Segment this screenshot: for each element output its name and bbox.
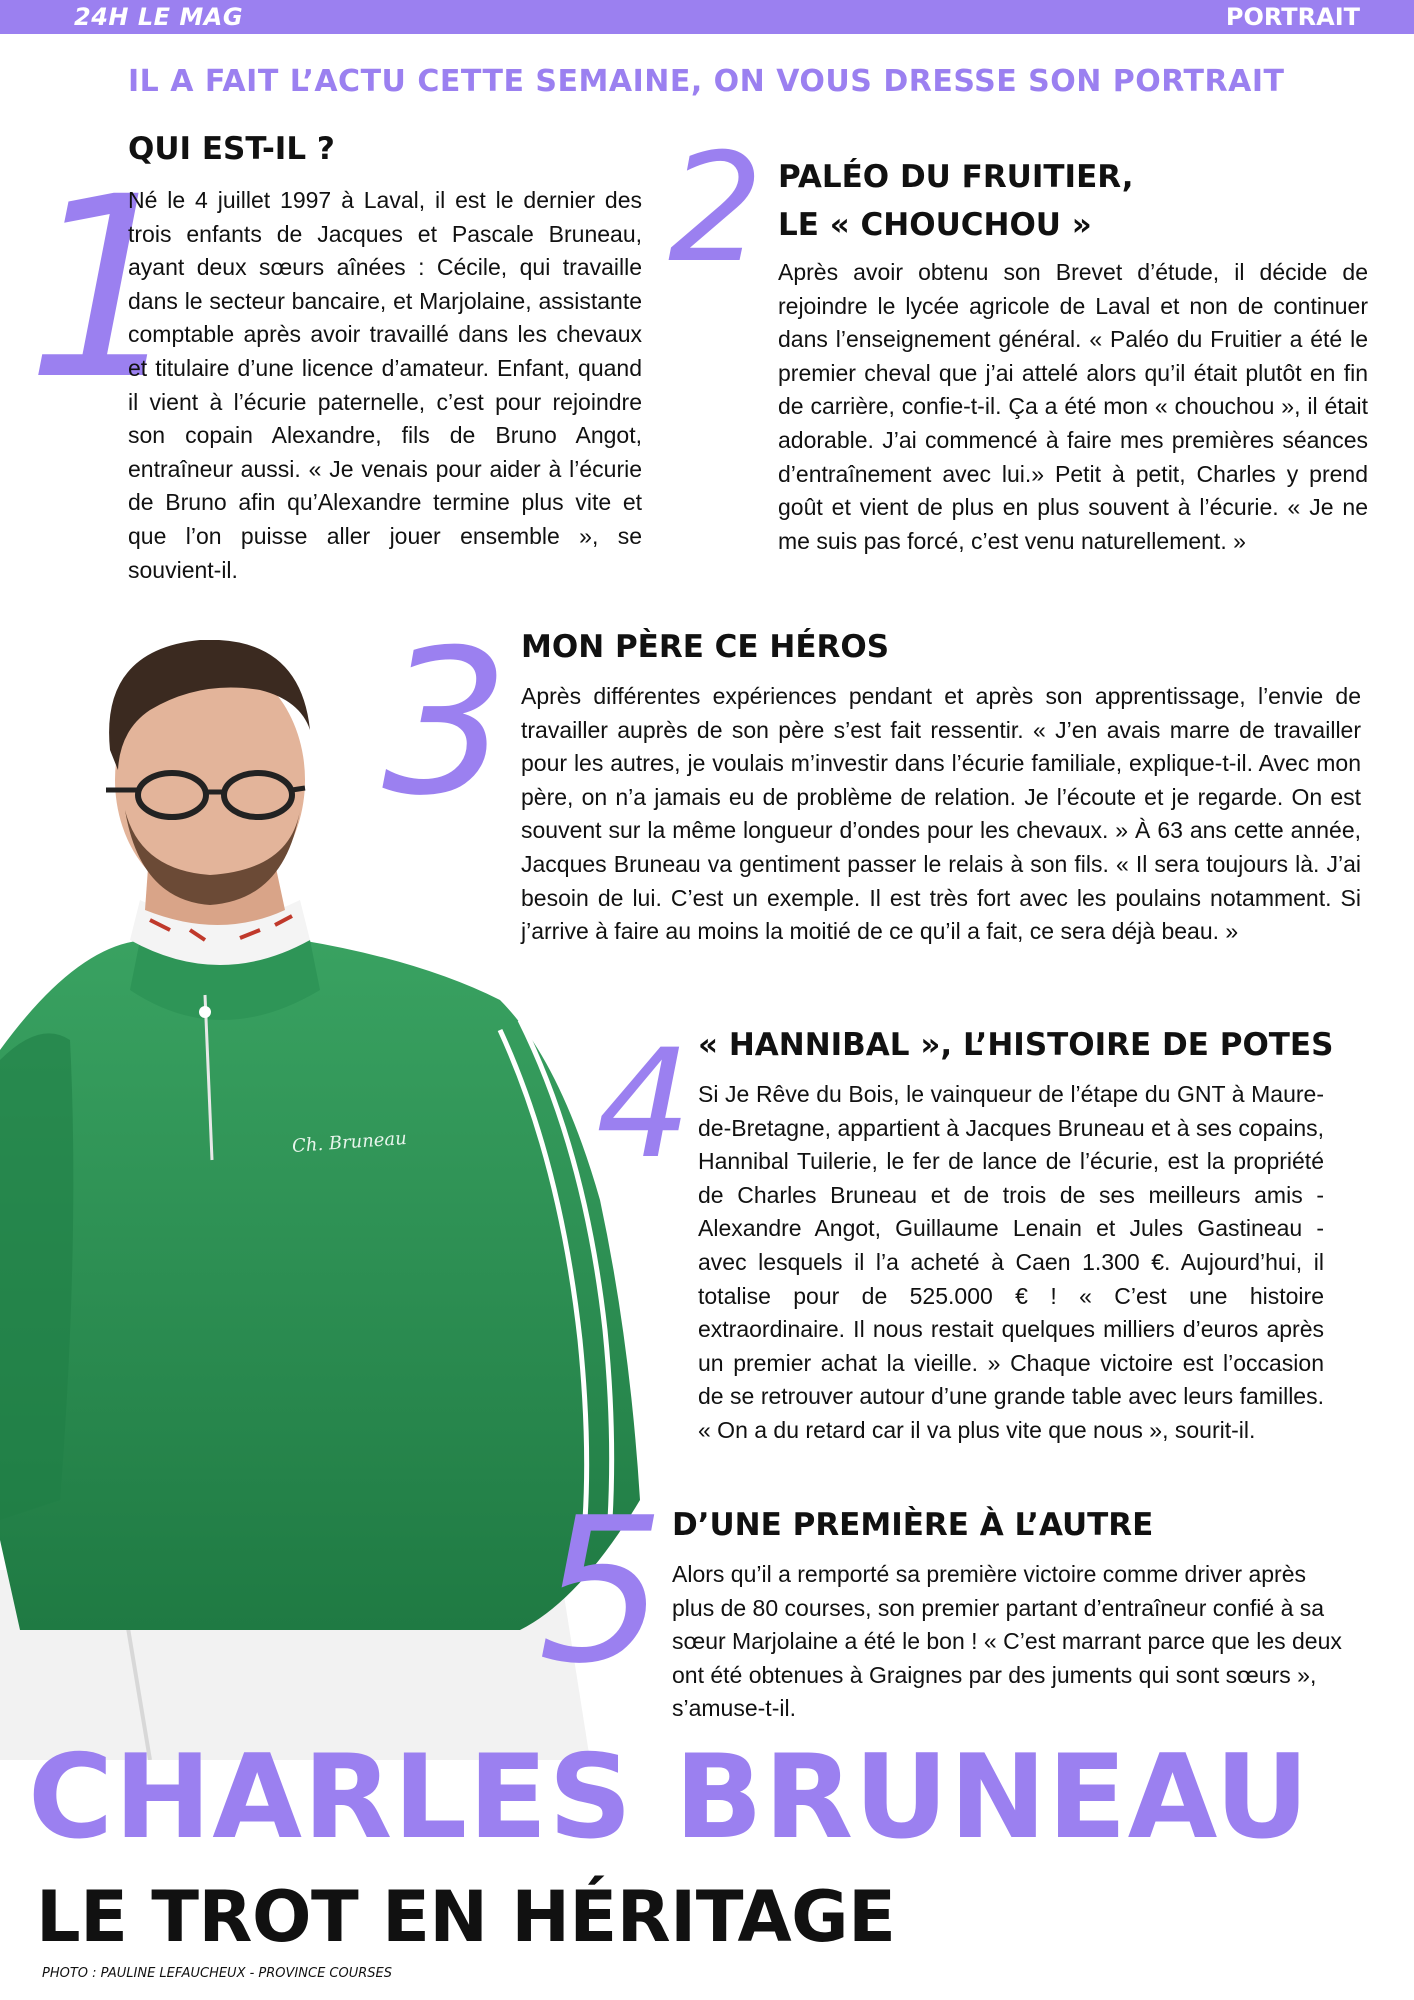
section-title-5: D’UNE PREMIÈRE À L’AUTRE: [672, 1507, 1154, 1543]
section-text-4: Si Je Rêve du Bois, le vainqueur de l’étape du GNT à Maure-de-Bretagne, appartient à Jacques Bruneau et à ses copains, Hannibal Tuilerie, le fer de lance de l’écurie, est la propriété de Charles Bruneau et de trois de ses meilleurs amis - Alexandre Angot, Guillaume Lenain et Jules Gastineau - avec lesquels il l’a acheté à Caen 1.300 €. Aujourd’hui, il totalise pour de 525.000 € ! « C’est une histoire extraordinaire. Il nous restait quelques milliers d’euros après un premier achat la vieille. » Chaque victoire est l’occasion de se retrouver autour d’une grande table avec leurs familles. « On a du retard car il va plus vite que nous », sourit-il.: [698, 1081, 1324, 1443]
section-title-2-line1: PALÉO DU FRUITIER,: [778, 159, 1134, 195]
section-text-5: Alors qu’il a remporté sa première victoire comme driver après plus de 80 courses, son premier partant d’entraîneur confié à sa sœur Marjolaine a été le bon ! « C’est marrant parce que les deux ont été obtenues à Graignes par des juments qui sont sœurs », s’amuse-t-il.: [672, 1561, 1342, 1722]
section-title-4: « HANNIBAL », L’HISTOIRE DE POTES: [698, 1027, 1334, 1063]
jersey-text: Ch. Bruneau: [291, 1128, 408, 1157]
kicker-headline: IL A FAIT L’ACTU CETTE SEMAINE, ON VOUS DRESSE SON PORTRAIT: [128, 64, 1285, 99]
main-title: CHARLES BRUNEAU: [28, 1730, 1311, 1865]
section-text-1: Né le 4 juillet 1997 à Laval, il est le dernier des trois enfants de Jacques et Pascale Bruneau, ayant deux sœurs aînées : Cécile, qui travaille dans le secteur bancaire, et Marjolaine, assistante comptable après avoir travaillé dans les chevaux et titulaire d’une licence d’amateur. Enfant, quand il vient à l’écurie paternelle, c’est pour rejoindre son copain Alexandre, fils de Bruno Angot, entraîneur aussi. « Je venais pour aider à l’écurie de Bruno afin qu’Alexandre termine plus vite et que l’on puisse aller jouer ensemble », se souvient-il.: [128, 187, 642, 583]
section-number-4: 4: [596, 1018, 692, 1192]
section-number-5: 5: [538, 1475, 666, 1708]
subtitle: LE TROT EN HÉRITAGE: [36, 1876, 896, 1958]
photo-credit: PHOTO : PAULINE LEFAUCHEUX - PROVINCE COURSES: [42, 1966, 392, 1981]
section-number-1: 1: [26, 143, 186, 434]
section-text-2: Après avoir obtenu son Brevet d’étude, il décide de rejoindre le lycée agricole de Laval et non de continuer dans l’enseignement général. « Paléo du Fruitier a été le premier cheval que j’ai attelé alors qu’il était plutôt en fin de carrière, confie-t-il. Ça a été mon « chouchou », il était adorable. J’ai commencé à faire mes premières séances d’entraînement avec lui.» Petit à petit, Charles y prend goût et vient de plus en plus souvent à l’écurie. « Je ne me suis pas forcé, c’est venu naturellement. »: [778, 259, 1368, 554]
magazine-name: 24H LE MAG: [74, 3, 244, 31]
section-title-3: MON PÈRE CE HÉROS: [521, 629, 890, 665]
top-banner: [0, 0, 1414, 34]
section-label: PORTRAIT: [1225, 3, 1360, 31]
section-title-1: QUI EST-IL ?: [128, 131, 335, 167]
section-number-2: 2: [668, 122, 764, 296]
section-text-3: Après différentes expériences pendant et après son apprentissage, l’envie de travailler auprès de son père s’est fait ressentir. « J’en avais marre de travailler pour les autres, je voulais m’investir dans l’écurie familiale, explique-t-il. Avec mon père, on n’a jamais eu de problème de relation. Je l’écoute et je regarde. On est souvent sur la même longueur d’ondes pour les chevaux. » À 63 ans cette année, Jacques Bruneau va gentiment passer le relais à son fils. « Il sera toujours là. J’ai besoin de lui. C’est un exemple. Il est très fort avec les poulains notamment. Si j’arrive à faire au moins la moitié de ce qu’il a fait, ce sera déjà beau. »: [521, 683, 1361, 945]
section-title-2-line2: LE « CHOUCHOU »: [778, 207, 1092, 243]
section-number-3: 3: [382, 607, 510, 840]
